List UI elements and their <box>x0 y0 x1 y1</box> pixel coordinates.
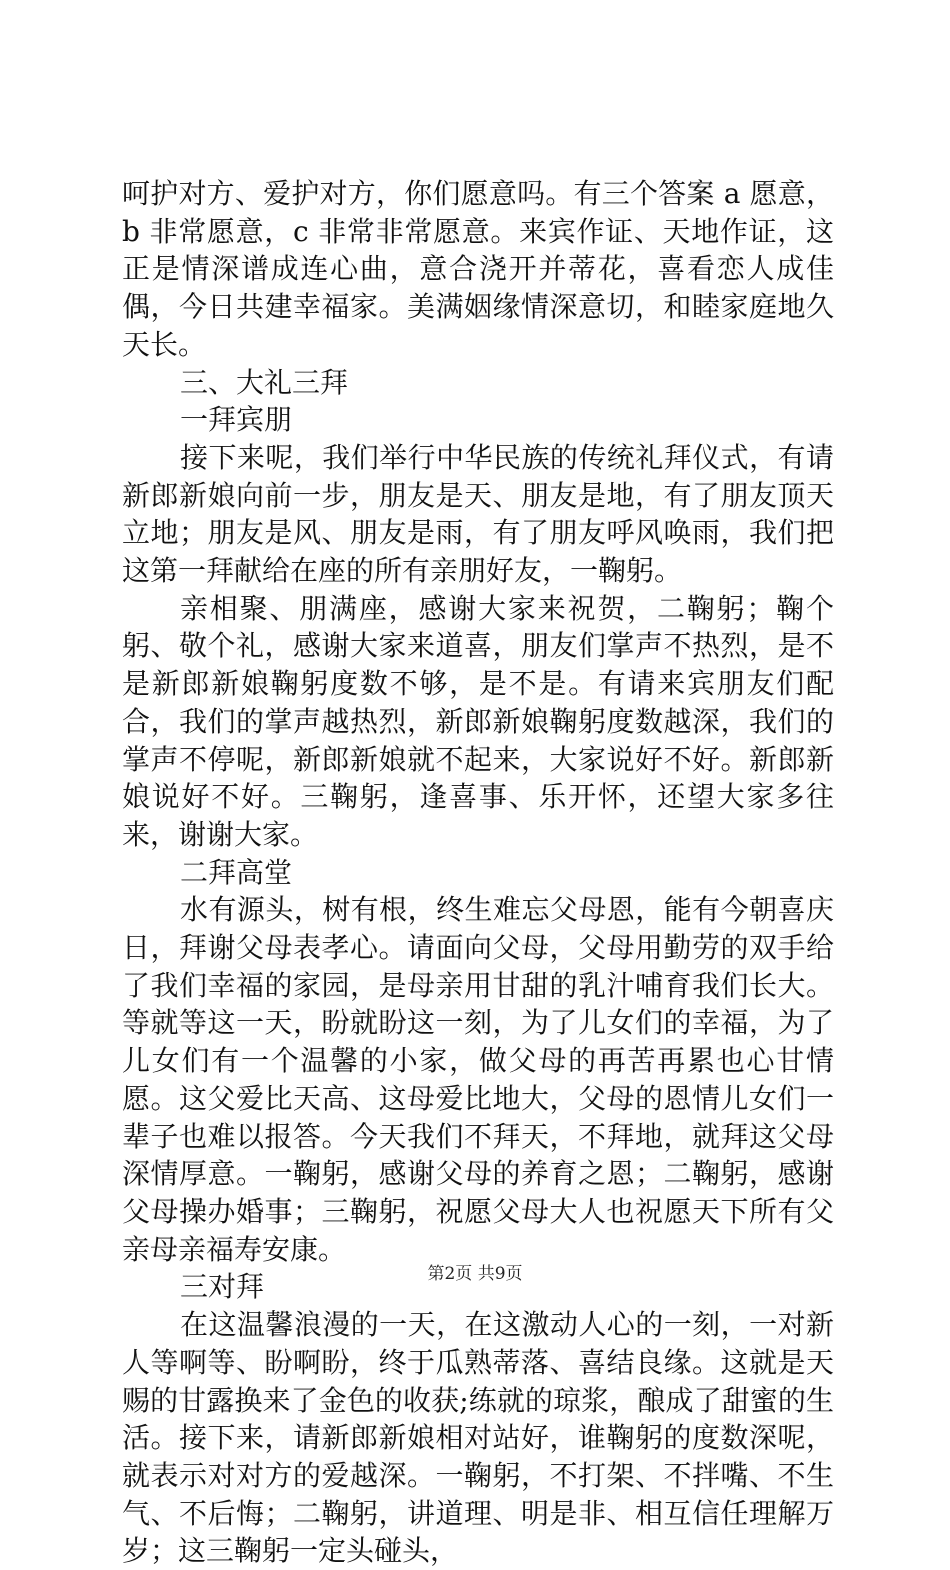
paragraph-first-bow-intro: 接下来呢，我们举行中华民族的传统礼拜仪式，有请新郎新娘向前一步，朋友是天、朋友是地，有了朋友顶天立地；朋友是风、朋友是雨，有了朋友呼风唤雨，我们把这第一拜献给在座的所有亲朋好友，一鞠躬。 <box>122 440 834 588</box>
subheading-third-bow-couple: 三对拜 <box>180 1270 265 1304</box>
paragraph-first-bow-thanks: 亲相聚、朋满座，感谢大家来祝贺，二鞠躬；鞠个躬、敬个礼，感谢大家来道喜，朋友们掌声不热烈，是不是新郎新娘鞠躬度数不够，是不是。有请来宾朋友们配合，我们的掌声越热烈，新郎新娘鞠躬度数越深，我们的掌声不停呢，新郎新娘就不起来，大家说好不好。新郎新娘说好不好。三鞠躬，逢喜事、乐开怀，还望大家多往来，谢谢大家。 <box>122 591 834 851</box>
section-heading-three-bows: 三、大礼三拜 <box>180 365 349 399</box>
page-footer: 第2页 共9页 <box>427 1264 523 1284</box>
subheading-first-bow-guests: 一拜宾朋 <box>180 403 293 437</box>
subheading-second-bow-parents: 二拜高堂 <box>180 855 293 889</box>
document-body <box>122 175 834 1570</box>
paragraph-second-bow: 水有源头，树有根，终生难忘父母恩，能有今朝喜庆日，拜谢父母表孝心。请面向父母，父母用勤劳的双手给了我们幸福的家园，是母亲用甘甜的乳汁哺育我们长大。等就等这一天，盼就盼这一刻，为了儿女们的幸福，为了儿女们有一个温馨的小家，做父母的再苦再累也心甘情愿。这父爱比天高、这母爱比地大，父母的恩情儿女们一辈子也难以报答。今天我们不拜天，不拜地，就拜这父母深情厚意。一鞠躬，感谢父母的养育之恩；二鞠躬，感谢父母操办婚事；三鞠躬，祝愿父母大人也祝愿天下所有父亲母亲福寿安康。 <box>122 893 834 1266</box>
paragraph-third-bow: 在这温馨浪漫的一天，在这激动人心的一刻，一对新人等啊等、盼啊盼，终于瓜熟蒂落、喜结良缘。这就是天赐的甘露换来了金色的收获;练就的琼浆，酿成了甜蜜的生活。接下来，请新郎新娘相对站好，谁鞠躬的度数深呢，就表示对对方的爱越深。一鞠躬，不打架、不拌嘴、不生气、不后悔；二鞠躬，讲道理、明是非、相互信任理解万岁；这三鞠躬一定头碰头， <box>122 1308 834 1568</box>
paragraph-vows-continued: 呵护对方、爱护对方，你们愿意吗。有三个答案 a 愿意，b 非常愿意，c 非常非常愿意。来宾作证、天地作证，这正是情深谱成连心曲，意合浇开并蒂花，喜看恋人成佳偶，今日共建幸福家。美满姻缘情深意切，和睦家庭地久天长。 <box>122 177 834 361</box>
